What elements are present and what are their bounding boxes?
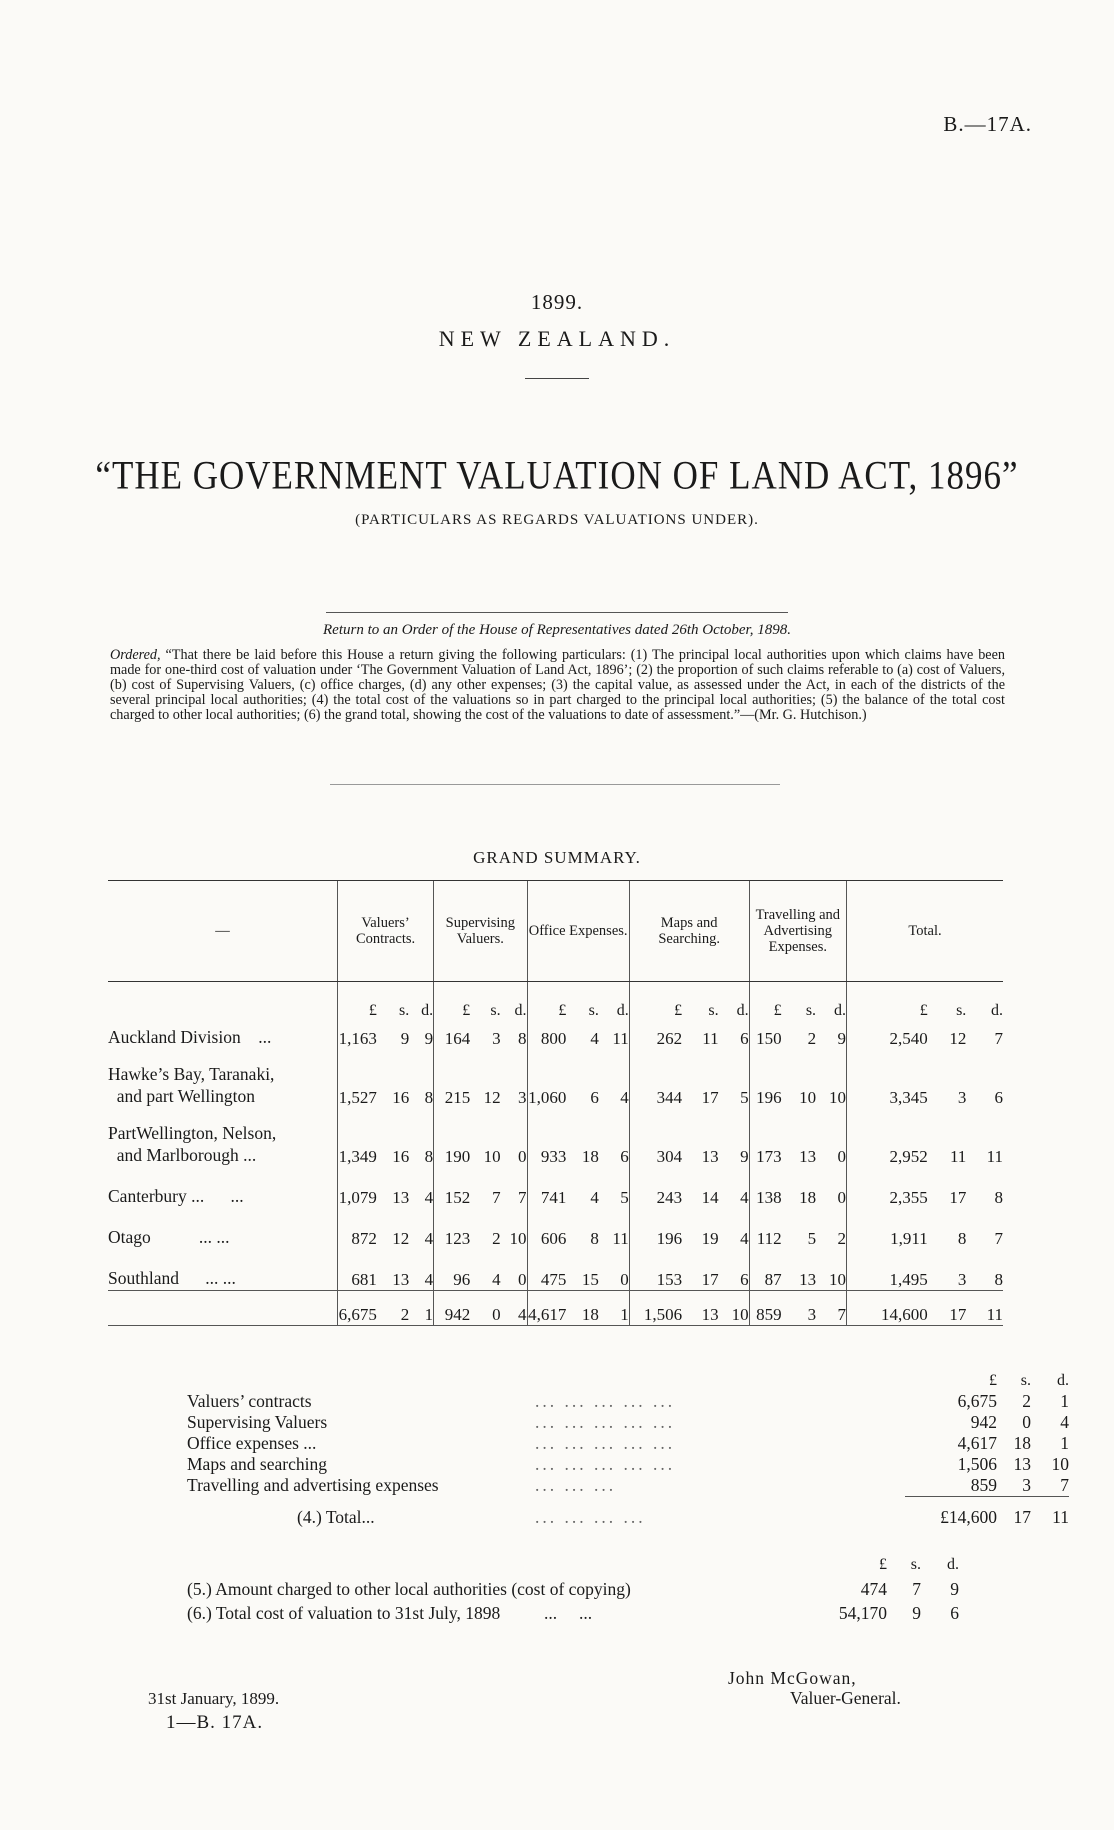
row-label: Auckland Division ...	[108, 1027, 272, 1047]
item-pound: 54,170	[838, 1603, 887, 1623]
total-pound: £14,600	[905, 1497, 997, 1529]
cell-shilling: 7	[492, 1188, 501, 1207]
cell-shilling: 14	[701, 1188, 719, 1207]
cell-shilling: 4	[590, 1188, 599, 1207]
item-pound: 859	[970, 1475, 997, 1495]
cell-pound: 2,952	[847, 1108, 932, 1167]
total-shilling: 2	[381, 1291, 409, 1326]
item-shilling: 7	[912, 1579, 921, 1599]
cell-shilling: 3	[957, 1270, 967, 1289]
divider	[330, 784, 780, 785]
cell-shilling: 13	[392, 1188, 410, 1207]
totals-row	[108, 1291, 1003, 1326]
divider	[525, 378, 589, 379]
unit-pound: £	[337, 982, 380, 1021]
total-pence: 7	[816, 1291, 846, 1326]
cell-shilling: 8	[590, 1229, 599, 1248]
cell-pound: 173	[749, 1108, 786, 1167]
table-row	[108, 1249, 1003, 1291]
cell-pence: 8	[518, 1029, 527, 1048]
item-pence: 10	[1051, 1454, 1069, 1474]
table-row	[108, 1049, 1003, 1108]
item-label: Maps and searching	[187, 1454, 327, 1474]
cell-pound: 606	[527, 1208, 570, 1249]
unit-shilling: s.	[1020, 1372, 1031, 1389]
dot-leader: ... ... ... ... ...	[535, 1454, 676, 1474]
ordered-text: “That there be laid before this House a return giving the following particulars: (1) The principal local authorities upon which claims have been made for one-third cost of valuation under ‘The Government Valuation of Land Act, 1896’; (2) the proportion of such claims referable to (a) cost of Valuers, (b) cost of Supervising Valuers, (c) office charges, (d) any other expenses; (3) the capital value, as assessed under the Act, in each of the districts of the several principal local authorities; (4) the total cost of the valuations so in part charged to the principal local authorities; (5) the balance of the total cost charged to other local authorities; (6) the grand total, showing the cost of the valuations to date of assessment.”—(Mr. G. Hutchison.)	[110, 647, 1005, 723]
dot-leader: ... ... ... ... ...	[535, 1391, 676, 1411]
cell-shilling: 5	[807, 1229, 817, 1248]
list-item	[187, 1601, 959, 1625]
ordered-word: Ordered,	[110, 647, 161, 663]
item-shilling: 18	[1013, 1433, 1031, 1453]
unit-pence: d.	[991, 1002, 1003, 1019]
cell-shilling: 6	[590, 1088, 599, 1107]
item-shilling: 9	[912, 1603, 921, 1623]
cell-pence: 4	[740, 1188, 749, 1207]
cell-pence: 6	[740, 1029, 749, 1048]
cell-shilling: 2	[492, 1229, 501, 1248]
row-label: Southland ... ...	[108, 1268, 236, 1288]
cell-pound: 1,495	[847, 1249, 932, 1291]
table-row	[108, 1108, 1003, 1167]
cell-shilling: 11	[702, 1029, 719, 1048]
total-pence: 1	[409, 1291, 433, 1326]
total-shilling: 3	[786, 1291, 816, 1326]
col-header-travelling: Travelling and Advertising Expenses.	[749, 881, 846, 982]
cell-pound: 243	[629, 1167, 686, 1208]
cell-shilling: 4	[590, 1029, 599, 1048]
cell-pence: 4	[620, 1088, 629, 1107]
cell-shilling: 18	[799, 1188, 817, 1207]
cell-pound: 681	[337, 1249, 380, 1291]
cell-pence: 5	[620, 1188, 629, 1207]
total-pence: 4	[501, 1291, 527, 1326]
col-header-valuers: Valuers’ Contracts.	[337, 881, 433, 982]
cell-pence: 11	[612, 1029, 629, 1048]
row-label: Hawke’s Bay, Taranaki, and part Wellington	[108, 1064, 275, 1106]
unit-row	[108, 982, 1003, 1021]
unit-pence: d.	[514, 1002, 527, 1019]
item-label: Valuers’ contracts	[187, 1391, 312, 1411]
total-shilling: 0	[474, 1291, 500, 1326]
cell-shilling: 12	[392, 1229, 410, 1248]
cell-shilling: 3	[957, 1088, 967, 1107]
cell-pound: 112	[749, 1208, 786, 1249]
item-pence: 7	[1060, 1475, 1069, 1495]
cell-pence: 0	[518, 1147, 527, 1166]
signatory-title: Valuer-General.	[790, 1688, 901, 1708]
cell-shilling: 11	[949, 1147, 967, 1166]
summary-total-row	[187, 1497, 1069, 1529]
footer-reference: 1—B. 17A.	[166, 1712, 264, 1733]
total-shilling: 18	[570, 1291, 598, 1326]
cell-pence: 8	[994, 1270, 1003, 1289]
dot-leader: ... ... ... ...	[535, 1506, 646, 1527]
total-pence: 11	[966, 1291, 1003, 1326]
item-shilling: 2	[1022, 1391, 1031, 1411]
cell-pence: 4	[424, 1270, 434, 1289]
item-label: Travelling and advertising expenses	[187, 1475, 439, 1496]
cell-pound: 87	[749, 1249, 786, 1291]
item-pound: 474	[860, 1579, 887, 1599]
cell-pence: 8	[424, 1088, 434, 1107]
cell-pound: 96	[434, 1249, 475, 1291]
dot-leader: ... ... ... ... ...	[535, 1433, 676, 1453]
cell-pound: 123	[434, 1208, 475, 1249]
cell-pound: 3,345	[847, 1049, 932, 1108]
item-pence: 1	[1060, 1433, 1069, 1453]
item-label: Office expenses ...	[187, 1433, 317, 1453]
cell-pence: 6	[740, 1270, 749, 1289]
unit-shilling: s.	[910, 1556, 921, 1573]
additional-costs	[187, 1553, 959, 1625]
cell-pound: 196	[629, 1208, 686, 1249]
total-pound: 14,600	[847, 1291, 932, 1326]
item-shilling: 13	[1013, 1454, 1031, 1474]
unit-pound: £	[629, 982, 686, 1021]
document-reference: B.—17A.	[943, 112, 1032, 136]
item-pound: 4,617	[957, 1433, 997, 1453]
cell-pound: 741	[527, 1167, 570, 1208]
cell-pence: 4	[424, 1229, 434, 1248]
cell-pound: 475	[527, 1249, 570, 1291]
cell-pound: 262	[629, 1020, 686, 1049]
cell-shilling: 17	[701, 1088, 719, 1107]
grand-summary-heading: GRAND SUMMARY.	[473, 848, 641, 867]
cell-pound: 1,349	[337, 1108, 380, 1167]
total-label: (4.) Total...	[297, 1506, 375, 1527]
dot-leader: ... ... ... ... ...	[535, 1412, 676, 1432]
unit-shilling: s.	[588, 1002, 599, 1019]
item-pound: 6,675	[957, 1391, 997, 1411]
signatory-name: John McGowan,	[728, 1668, 857, 1688]
col-header-supervising: Supervising Valuers.	[434, 881, 527, 982]
unit-shilling: s.	[805, 1002, 817, 1019]
total-pence: 10	[719, 1291, 749, 1326]
cell-shilling: 10	[799, 1088, 817, 1107]
col-header-district: —	[108, 881, 337, 982]
list-item	[187, 1577, 959, 1601]
unit-pound: £	[989, 1372, 997, 1389]
row-label: PartWellington, Nelson, and Marlborough ...	[108, 1123, 277, 1165]
item-pound: 942	[970, 1412, 997, 1432]
cell-pence: 9	[837, 1029, 847, 1048]
cell-pound: 153	[629, 1249, 686, 1291]
cell-pound: 152	[434, 1167, 475, 1208]
ordered-paragraph	[110, 648, 1005, 723]
item-pound: 1,506	[957, 1454, 997, 1474]
total-shilling: 17	[932, 1291, 967, 1326]
item-shilling: 0	[1022, 1412, 1031, 1432]
unit-pence: d.	[736, 1002, 749, 1019]
item-pence: 4	[1060, 1412, 1069, 1432]
cell-shilling: 9	[400, 1029, 410, 1048]
unit-pence: d.	[616, 1002, 629, 1019]
unit-pence: d.	[834, 1002, 847, 1019]
cell-shilling: 4	[492, 1270, 501, 1289]
cell-shilling: 3	[492, 1029, 501, 1048]
cell-pound: 2,355	[847, 1167, 932, 1208]
list-item	[187, 1391, 1069, 1412]
cell-pence: 6	[620, 1147, 629, 1166]
cell-shilling: 16	[392, 1147, 410, 1166]
list-item	[187, 1454, 1069, 1475]
total-pence: 1	[599, 1291, 629, 1326]
cell-shilling: 12	[483, 1088, 501, 1107]
unit-shilling: s.	[956, 1002, 967, 1019]
list-item	[187, 1433, 1069, 1454]
cell-pence: 4	[424, 1188, 434, 1207]
list-item	[187, 1475, 1069, 1497]
unit-pound: £	[847, 982, 932, 1021]
unit-pence: d.	[421, 1002, 434, 1019]
cell-pence: 0	[620, 1270, 629, 1289]
cell-shilling: 2	[807, 1029, 817, 1048]
total-shilling: 13	[686, 1291, 718, 1326]
cell-shilling: 10	[483, 1147, 501, 1166]
cell-pence: 10	[829, 1088, 847, 1107]
item-shilling: 3	[1022, 1475, 1031, 1495]
list-item	[187, 1412, 1069, 1433]
total-pound: 1,506	[629, 1291, 686, 1326]
cell-pence: 9	[740, 1147, 749, 1166]
item-label: Supervising Valuers	[187, 1412, 328, 1432]
cell-pence: 11	[986, 1147, 1003, 1166]
cell-pound: 933	[527, 1108, 570, 1167]
table-row	[108, 1208, 1003, 1249]
unit-pound: £	[527, 982, 570, 1021]
unit-pound: £	[749, 982, 786, 1021]
cell-shilling: 13	[799, 1270, 817, 1289]
cell-pound: 190	[434, 1108, 475, 1167]
unit-shilling: s.	[708, 1002, 719, 1019]
cell-pence: 7	[518, 1188, 527, 1207]
cell-pence: 7	[994, 1229, 1003, 1248]
cell-pound: 304	[629, 1108, 686, 1167]
cell-pence: 6	[994, 1088, 1003, 1107]
cell-shilling: 13	[392, 1270, 410, 1289]
unit-pence: d.	[1057, 1372, 1069, 1389]
cell-pound: 196	[749, 1049, 786, 1108]
cell-shilling: 8	[957, 1229, 967, 1248]
cell-pound: 1,911	[847, 1208, 932, 1249]
cell-shilling: 17	[701, 1270, 719, 1289]
row-label: Canterbury ... ...	[108, 1186, 244, 1206]
dot-leader: ... ... ...	[535, 1475, 617, 1496]
cell-pound: 215	[434, 1049, 475, 1108]
unit-pound: £	[879, 1556, 887, 1573]
unit-shilling: s.	[399, 1002, 410, 1019]
cell-shilling: 13	[799, 1147, 817, 1166]
cell-pound: 1,079	[337, 1167, 380, 1208]
row-label: Otago ... ...	[108, 1227, 230, 1247]
divider	[326, 612, 788, 613]
total-pound: 4,617	[527, 1291, 570, 1326]
cell-pence: 5	[740, 1088, 749, 1107]
cell-pound: 1,527	[337, 1049, 380, 1108]
cell-pound: 164	[434, 1020, 475, 1049]
cell-pence: 0	[837, 1188, 847, 1207]
col-header-total: Total.	[847, 881, 1003, 982]
cell-pence: 7	[994, 1029, 1003, 1048]
cell-pound: 138	[749, 1167, 786, 1208]
cell-pound: 1,163	[337, 1020, 380, 1049]
document-title: “THE GOVERNMENT VALUATION OF LAND ACT, 1896”	[95, 453, 1019, 498]
cell-pence: 8	[994, 1188, 1003, 1207]
cell-pence: 11	[612, 1229, 629, 1248]
cell-shilling: 17	[949, 1188, 967, 1207]
cell-shilling: 19	[701, 1229, 719, 1248]
document-year: 1899.	[530, 290, 584, 314]
cell-pence: 9	[424, 1029, 434, 1048]
cell-pence: 10	[829, 1270, 847, 1289]
col-header-office: Office Expenses.	[527, 881, 629, 982]
item-label: (5.) Amount charged to other local authorities (cost of copying)	[187, 1579, 631, 1599]
cell-pound: 872	[337, 1208, 380, 1249]
cell-pence: 0	[837, 1147, 847, 1166]
table-row	[108, 1020, 1003, 1049]
cell-pound: 150	[749, 1020, 786, 1049]
cell-pound: 1,060	[527, 1049, 570, 1108]
item-label: (6.) Total cost of valuation to 31st July, 1898 ... ...	[187, 1603, 593, 1623]
summary-list	[187, 1370, 1069, 1528]
unit-pound: £	[434, 982, 475, 1021]
item-pence: 9	[950, 1579, 959, 1599]
unit-shilling: s.	[490, 1002, 501, 1019]
cell-shilling: 13	[701, 1147, 719, 1166]
cell-pence: 8	[424, 1147, 434, 1166]
total-pound: 6,675	[337, 1291, 380, 1326]
item-pence: 1	[1060, 1391, 1069, 1411]
grand-summary-table	[108, 880, 1003, 1326]
cell-pence: 0	[518, 1270, 527, 1289]
unit-pence: d.	[947, 1556, 959, 1573]
item-pence: 6	[950, 1603, 959, 1623]
cell-pence: 3	[518, 1088, 527, 1107]
col-header-maps: Maps and Searching.	[629, 881, 749, 982]
cell-pound: 2,540	[847, 1020, 932, 1049]
cell-pence: 4	[740, 1229, 749, 1248]
total-pence: 11	[1031, 1497, 1069, 1529]
total-shilling: 17	[997, 1497, 1031, 1529]
return-line: Return to an Order of the House of Representatives dated 26th October, 1898.	[323, 622, 791, 638]
total-pound: 942	[434, 1291, 475, 1326]
table-row	[108, 1167, 1003, 1208]
cell-shilling: 16	[392, 1088, 410, 1107]
cell-shilling: 18	[581, 1147, 599, 1166]
country-heading: NEW ZEALAND.	[438, 326, 676, 351]
total-pound: 859	[749, 1291, 786, 1326]
cell-pound: 344	[629, 1049, 686, 1108]
cell-pence: 10	[509, 1229, 527, 1248]
document-date: 31st January, 1899.	[148, 1689, 280, 1708]
cell-shilling: 12	[949, 1029, 967, 1048]
cell-pound: 800	[527, 1020, 570, 1049]
cell-shilling: 15	[581, 1270, 599, 1289]
cell-pence: 2	[837, 1229, 847, 1248]
document-subtitle: (PARTICULARS AS REGARDS VALUATIONS UNDER).	[355, 512, 759, 528]
